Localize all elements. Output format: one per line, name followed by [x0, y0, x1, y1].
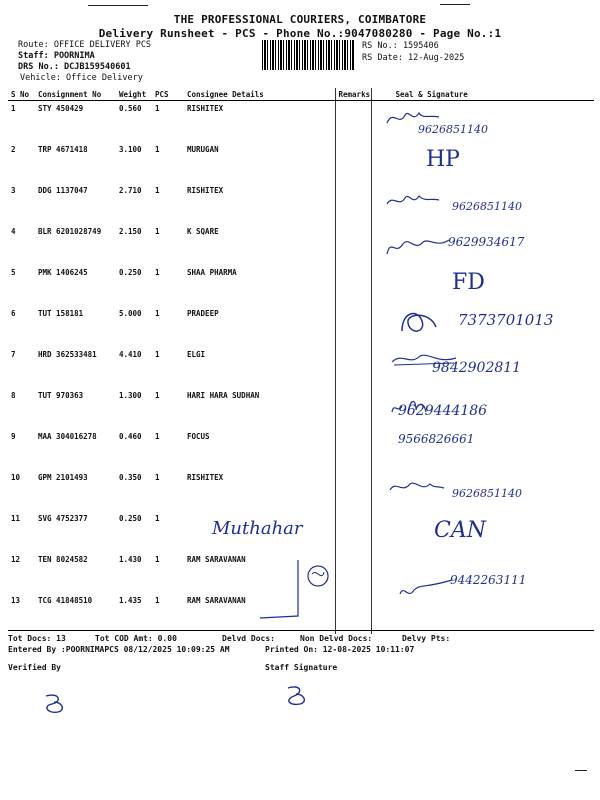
cell-pcs: 1 — [155, 432, 160, 441]
rs-number: RS No.: 1595406 — [362, 41, 439, 51]
cell-pcs: 1 — [155, 227, 160, 236]
cell-remarks — [335, 101, 371, 143]
staff-signature-label: Staff Signature — [265, 663, 338, 672]
col-seal-signature: Seal & Signature — [371, 88, 594, 101]
barcode — [262, 40, 354, 70]
cell-consignment: TUT 158181 — [38, 309, 84, 318]
handwritten-phone: 9626851140 — [452, 200, 522, 213]
delivery-points: Delvy Pts: — [402, 634, 451, 643]
cell-remarks — [335, 552, 371, 593]
cell-consignee: K SQARE — [187, 227, 219, 236]
entered-by: Entered By :POORNIMAPCS 08/12/2025 10:09:25 AM — [8, 645, 230, 654]
total-cod-amount: Tot COD Amt: 0.00 — [95, 634, 177, 643]
delivered-docs: Delvd Docs: — [222, 634, 275, 643]
cell-consignment: STY 450429 — [38, 104, 84, 113]
col-consignment: Consignment No — [35, 88, 116, 101]
cell-weight: 2.150 — [119, 227, 142, 236]
cell-pcs: 1 — [155, 309, 160, 318]
cell-weight: 3.100 — [119, 145, 142, 154]
cell-consignment: GPM 2101493 — [38, 473, 88, 482]
cell-consignment: BLR 6201028749 — [38, 227, 102, 236]
cell-consignee: RAM SARAVANAN — [187, 555, 246, 564]
scan-mark — [575, 770, 587, 771]
cell-remarks — [335, 470, 371, 511]
cell-consignee: RISHITEX — [187, 473, 224, 482]
cell-weight: 0.460 — [119, 432, 142, 441]
cell-pcs: 1 — [155, 514, 160, 523]
table-bottom-rule — [8, 630, 594, 631]
scan-mark — [440, 4, 470, 5]
cell-remarks — [335, 306, 371, 347]
cell-sno: 1 — [11, 104, 16, 113]
cell-weight: 0.250 — [119, 514, 142, 523]
cell-sno: 3 — [11, 186, 16, 195]
handwritten-phone: 9629934617 — [448, 235, 525, 249]
col-weight: Weight — [116, 88, 152, 101]
handwritten-initials: HP — [426, 147, 460, 172]
cell-sno: 8 — [11, 391, 16, 400]
cell-consignment: TCG 41848510 — [38, 596, 93, 605]
cell-pcs: 1 — [155, 145, 160, 154]
table-row — [8, 265, 594, 306]
handwritten-signature: CAN — [434, 518, 486, 543]
handwritten-phone: 9842902811 — [432, 360, 522, 376]
cell-weight: 2.710 — [119, 186, 142, 195]
document-title: THE PROFESSIONAL COURIERS, COIMBATORE — [173, 13, 427, 26]
signature-scribble — [383, 190, 443, 212]
cell-consignee: RISHITEX — [187, 104, 224, 113]
cell-consignee: SHAA PHARMA — [187, 268, 237, 277]
scan-mark — [88, 5, 148, 6]
cell-sno: 2 — [11, 145, 16, 154]
cell-pcs: 1 — [155, 473, 160, 482]
cell-weight: 1.435 — [119, 596, 142, 605]
cell-sno: 13 — [11, 596, 21, 605]
staff-label: Staff: POORNIMA — [18, 51, 95, 61]
cell-consignee: MURUGAN — [187, 145, 219, 154]
printed-on: Printed On: 12-08-2025 10:11:07 — [265, 645, 415, 654]
cell-consignee: HARI HARA SUDHAN — [187, 391, 260, 400]
cell-pcs: 1 — [155, 350, 160, 359]
cell-remarks — [335, 224, 371, 265]
cell-consignment: MAA 304016278 — [38, 432, 97, 441]
col-remarks: Remarks — [335, 88, 371, 101]
cell-remarks — [335, 511, 371, 552]
cell-pcs: 1 — [155, 596, 160, 605]
cell-remarks — [335, 183, 371, 224]
verified-by-label: Verified By — [8, 663, 61, 672]
cell-weight: 0.350 — [119, 473, 142, 482]
handwritten-phone: 9442263111 — [450, 573, 527, 587]
rs-date: RS Date: 12-Aug-2025 — [362, 53, 465, 63]
cell-weight: 0.250 — [119, 268, 142, 277]
col-consignee: Consignee Details — [184, 88, 335, 101]
cell-sno: 5 — [11, 268, 16, 277]
cell-remarks — [335, 265, 371, 306]
cell-consignment: TEN 8024582 — [38, 555, 88, 564]
verified-signature — [40, 690, 70, 716]
handwritten-phone: 9566826661 — [398, 432, 475, 446]
drs-number: DRS No.: DCJB159540601 — [18, 62, 131, 72]
handwritten-initials: FD — [452, 270, 485, 295]
cell-pcs: 1 — [155, 186, 160, 195]
handwritten-phone: 7373701013 — [458, 311, 554, 329]
cell-sno: 4 — [11, 227, 16, 236]
cell-remarks — [335, 142, 371, 183]
table-header-row — [8, 88, 594, 101]
signature-scribble — [396, 578, 456, 604]
staff-signature — [282, 682, 312, 708]
cell-remarks — [335, 593, 371, 634]
cell-sno: 12 — [11, 555, 21, 564]
cell-weight: 1.430 — [119, 555, 142, 564]
signature-scribble — [386, 478, 446, 496]
handwritten-phone: 9629444186 — [398, 403, 488, 419]
table-row — [8, 142, 594, 183]
non-delivered-docs: Non Delvd Docs: — [300, 634, 373, 643]
cell-pcs: 1 — [155, 391, 160, 400]
table-row — [8, 101, 594, 143]
cell-consignment: DDG 1137047 — [38, 186, 88, 195]
signature-scribble — [396, 305, 442, 337]
cell-consignee: RAM SARAVANAN — [187, 596, 246, 605]
cell-weight: 4.410 — [119, 350, 142, 359]
table-row — [8, 429, 594, 470]
signature-scribble — [383, 232, 453, 258]
cell-signature — [371, 142, 594, 183]
cell-sno: 7 — [11, 350, 16, 359]
col-pcs: PCS — [152, 88, 184, 101]
handwritten-name: Muthahar — [212, 518, 303, 539]
total-docs: Tot Docs: 13 — [8, 634, 66, 643]
cell-sno: 9 — [11, 432, 16, 441]
cell-sno: 10 — [11, 473, 21, 482]
cell-pcs: 1 — [155, 104, 160, 113]
cell-consignee: FOCUS — [187, 432, 210, 441]
cell-pcs: 1 — [155, 268, 160, 277]
cell-consignment: HRD 362533481 — [38, 350, 97, 359]
cell-remarks — [335, 347, 371, 388]
cell-sno: 11 — [11, 514, 21, 523]
route-label: Route: OFFICE DELIVERY PCS — [18, 40, 152, 50]
cell-consignment: SVG 4752377 — [38, 514, 88, 523]
handwritten-phone: 9626851140 — [452, 487, 522, 500]
cell-weight: 1.300 — [119, 391, 142, 400]
cell-consignee: RISHITEX — [187, 186, 224, 195]
cell-sno: 6 — [11, 309, 16, 318]
cell-remarks — [335, 429, 371, 470]
cell-pcs: 1 — [155, 555, 160, 564]
cell-consignment: TUT 970363 — [38, 391, 84, 400]
cell-weight: 5.000 — [119, 309, 142, 318]
cell-consignment: TRP 4671418 — [38, 145, 88, 154]
handwritten-phone: 9626851140 — [418, 123, 488, 136]
document-subtitle: Delivery Runsheet - PCS - Phone No.:9047080280 - Page No.:1 — [98, 27, 502, 40]
cell-consignment: PMK 1406245 — [38, 268, 88, 277]
cell-consignee: PRADEEP — [187, 309, 219, 318]
cell-remarks — [335, 388, 371, 429]
col-sno: S No — [8, 88, 35, 101]
signature-stroke — [258, 556, 338, 626]
table-row — [8, 388, 594, 429]
cell-consignee: ELGI — [187, 350, 206, 359]
cell-weight: 0.560 — [119, 104, 142, 113]
vehicle-label: Vehicle: Office Delivery — [20, 73, 143, 83]
